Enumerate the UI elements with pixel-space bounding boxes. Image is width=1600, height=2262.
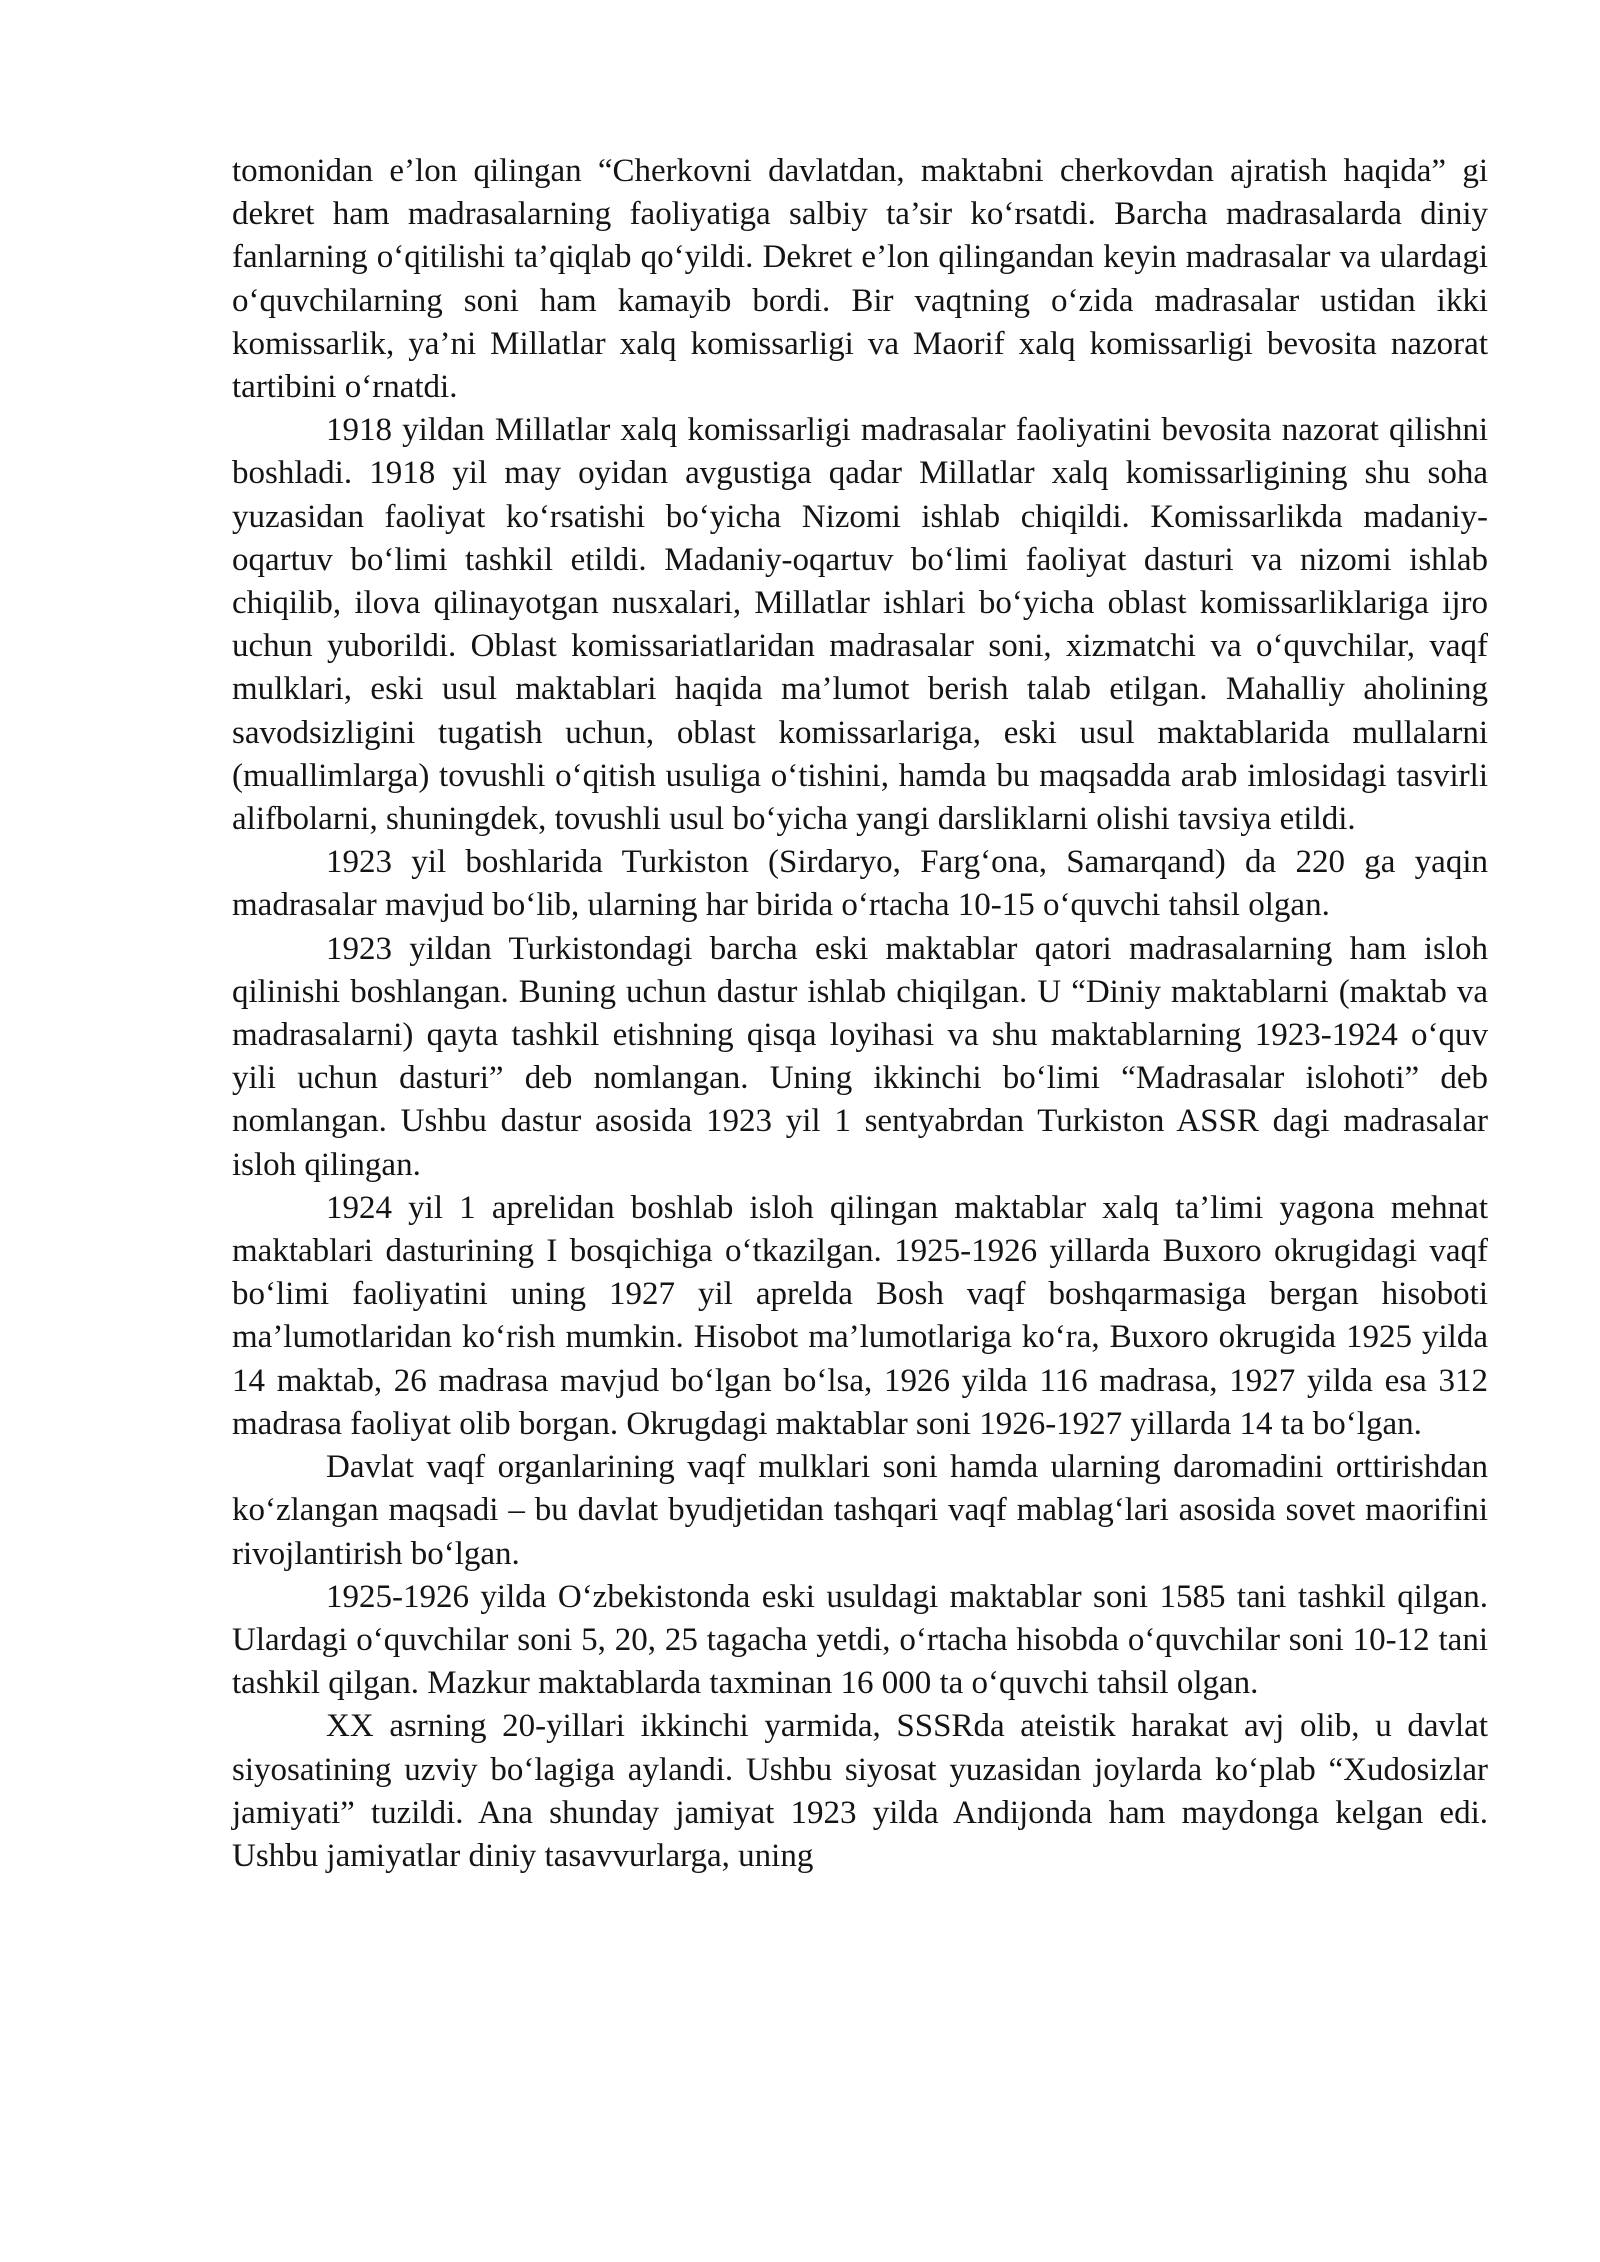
paragraph: 1925-1926 yilda O‘zbekistonda eski usuldagi maktablar soni 1585 tani tashkil qilgan. Ulardagi o‘quvchilar soni 5, 20, 25 tagacha yetdi, o‘rtacha hisobda o‘quvchilar soni 10-12 tani tashkil qilgan. Mazkur maktablarda taxminan 16 000 ta o‘quvchi tahsil olgan.	[232, 1578, 1488, 1702]
body-text	[232, 150, 1488, 1878]
paragraph: 1923 yil boshlarida Turkiston (Sirdaryo, Farg‘ona, Samarqand) da 220 ga yaqin madrasalar mavjud bo‘lib, ularning har birida o‘rtacha 10-15 o‘quvchi tahsil olgan.	[232, 844, 1488, 924]
paragraph: 1918 yildan Millatlar xalq komissarligi madrasalar faoliyatini bevosita nazorat qilishni boshladi. 1918 yil may oyidan avgustiga qadar Millatlar xalq komissarligining shu soha yuzasidan faoliyat ko‘rsatishi bo‘yicha Nizomi ishlab chiqildi. Komissarlikda madaniy-oqartuv bo‘limi tashkil etildi. Madaniy-oqartuv bo‘limi faoliyat dasturi va nizomi ishlab chiqilib, ilova qilinayotgan nusxalari, Millatlar ishlari bo‘yicha oblast komissarliklariga ijro uchun yuborildi. Oblast komissariatlaridan madrasalar soni, xizmatchi va o‘quvchilar, vaqf mulklari, eski usul maktablari haqida ma’lumot berish talab etilgan. Mahalliy aholining savodsizligini tugatish uchun, oblast komissarlariga, eski usul maktablarida mullalarni (muallimlarga) tovushli o‘qitish usuliga o‘tishini, hamda bu maqsadda arab imlosidagi tasvirli alifbolarni, shuningdek, tovushli usul bo‘yicha yangi darsliklarni olishi tavsiya etildi.	[232, 412, 1488, 838]
paragraph: Davlat vaqf organlarining vaqf mulklari soni hamda ularning daromadini orttirishdan ko‘zlangan maqsadi – bu davlat byudjetidan tashqari vaqf mablag‘lari asosida sovet maorifini rivojlantirish bo‘lgan.	[232, 1449, 1488, 1572]
paragraph: 1924 yil 1 aprelidan boshlab isloh qilingan maktablar xalq ta’limi yagona mehnat maktablari dasturining I bosqichiga o‘tkazilgan. 1925-1926 yillarda Buxoro okrugidagi vaqf bo‘limi faoliyatini uning 1927 yil aprelda Bosh vaqf boshqarmasiga bergan hisoboti ma’lumotlaridan ko‘rish mumkin. Hisobot ma’lumotlariga ko‘ra, Buxoro okrugida 1925 yilda 14 maktab, 26 madrasa mavjud bo‘lgan bo‘lsa, 1926 yilda 116 madrasa, 1927 yilda esa 312 madrasa faoliyat olib borgan. Okrugdagi maktablar soni 1926-1927 yillarda 14 ta bo‘lgan.	[232, 1189, 1488, 1442]
paragraph: XX asrning 20-yillari ikkinchi yarmida, SSSRda ateistik harakat avj olib, u davlat siyosatining uzviy bo‘lagiga aylandi. Ushbu siyosat yuzasidan joylarda ko‘plab “Xudosizlar jamiyati” tuzildi. Ana shunday jamiyat 1923 yilda Andijonda ham maydonga kelgan edi. Ushbu jamiyatlar diniy tasavvurlarga, uning	[232, 1708, 1488, 1874]
paragraph: tomonidan e’lon qilingan “Cherkovni davlatdan, maktabni cherkovdan ajratish haqida” gi dekret ham madrasalarning faoliyatiga salbiy ta’sir ko‘rsatdi. Barcha madrasalarda diniy fanlarning o‘qitilishi ta’qiqlab qo‘yildi. Dekret e’lon qilingandan keyin madrasalar va ulardagi o‘quvchilarning soni ham kamayib bordi. Bir vaqtning o‘zida madrasalar ustidan ikki komissarlik, ya’ni Millatlar xalq komissarligi va Maorif xalq komissarligi bevosita nazorat tartibini o‘rnatdi.	[232, 153, 1488, 406]
paragraph: 1923 yildan Turkistondagi barcha eski maktablar qatori madrasalarning ham isloh qilinishi boshlangan. Buning uchun dastur ishlab chiqilgan. U “Diniy maktablarni (maktab va madrasalarni) qayta tashkil etishning qisqa loyihasi va shu maktablarning 1923-1924 o‘quv yili uchun dasturi” deb nomlangan. Uning ikkinchi bo‘limi “Madrasalar islohoti” deb nomlangan. Ushbu dastur asosida 1923 yil 1 sentyabrdan Turkiston ASSR dagi madrasalar isloh qilingan.	[232, 930, 1488, 1183]
